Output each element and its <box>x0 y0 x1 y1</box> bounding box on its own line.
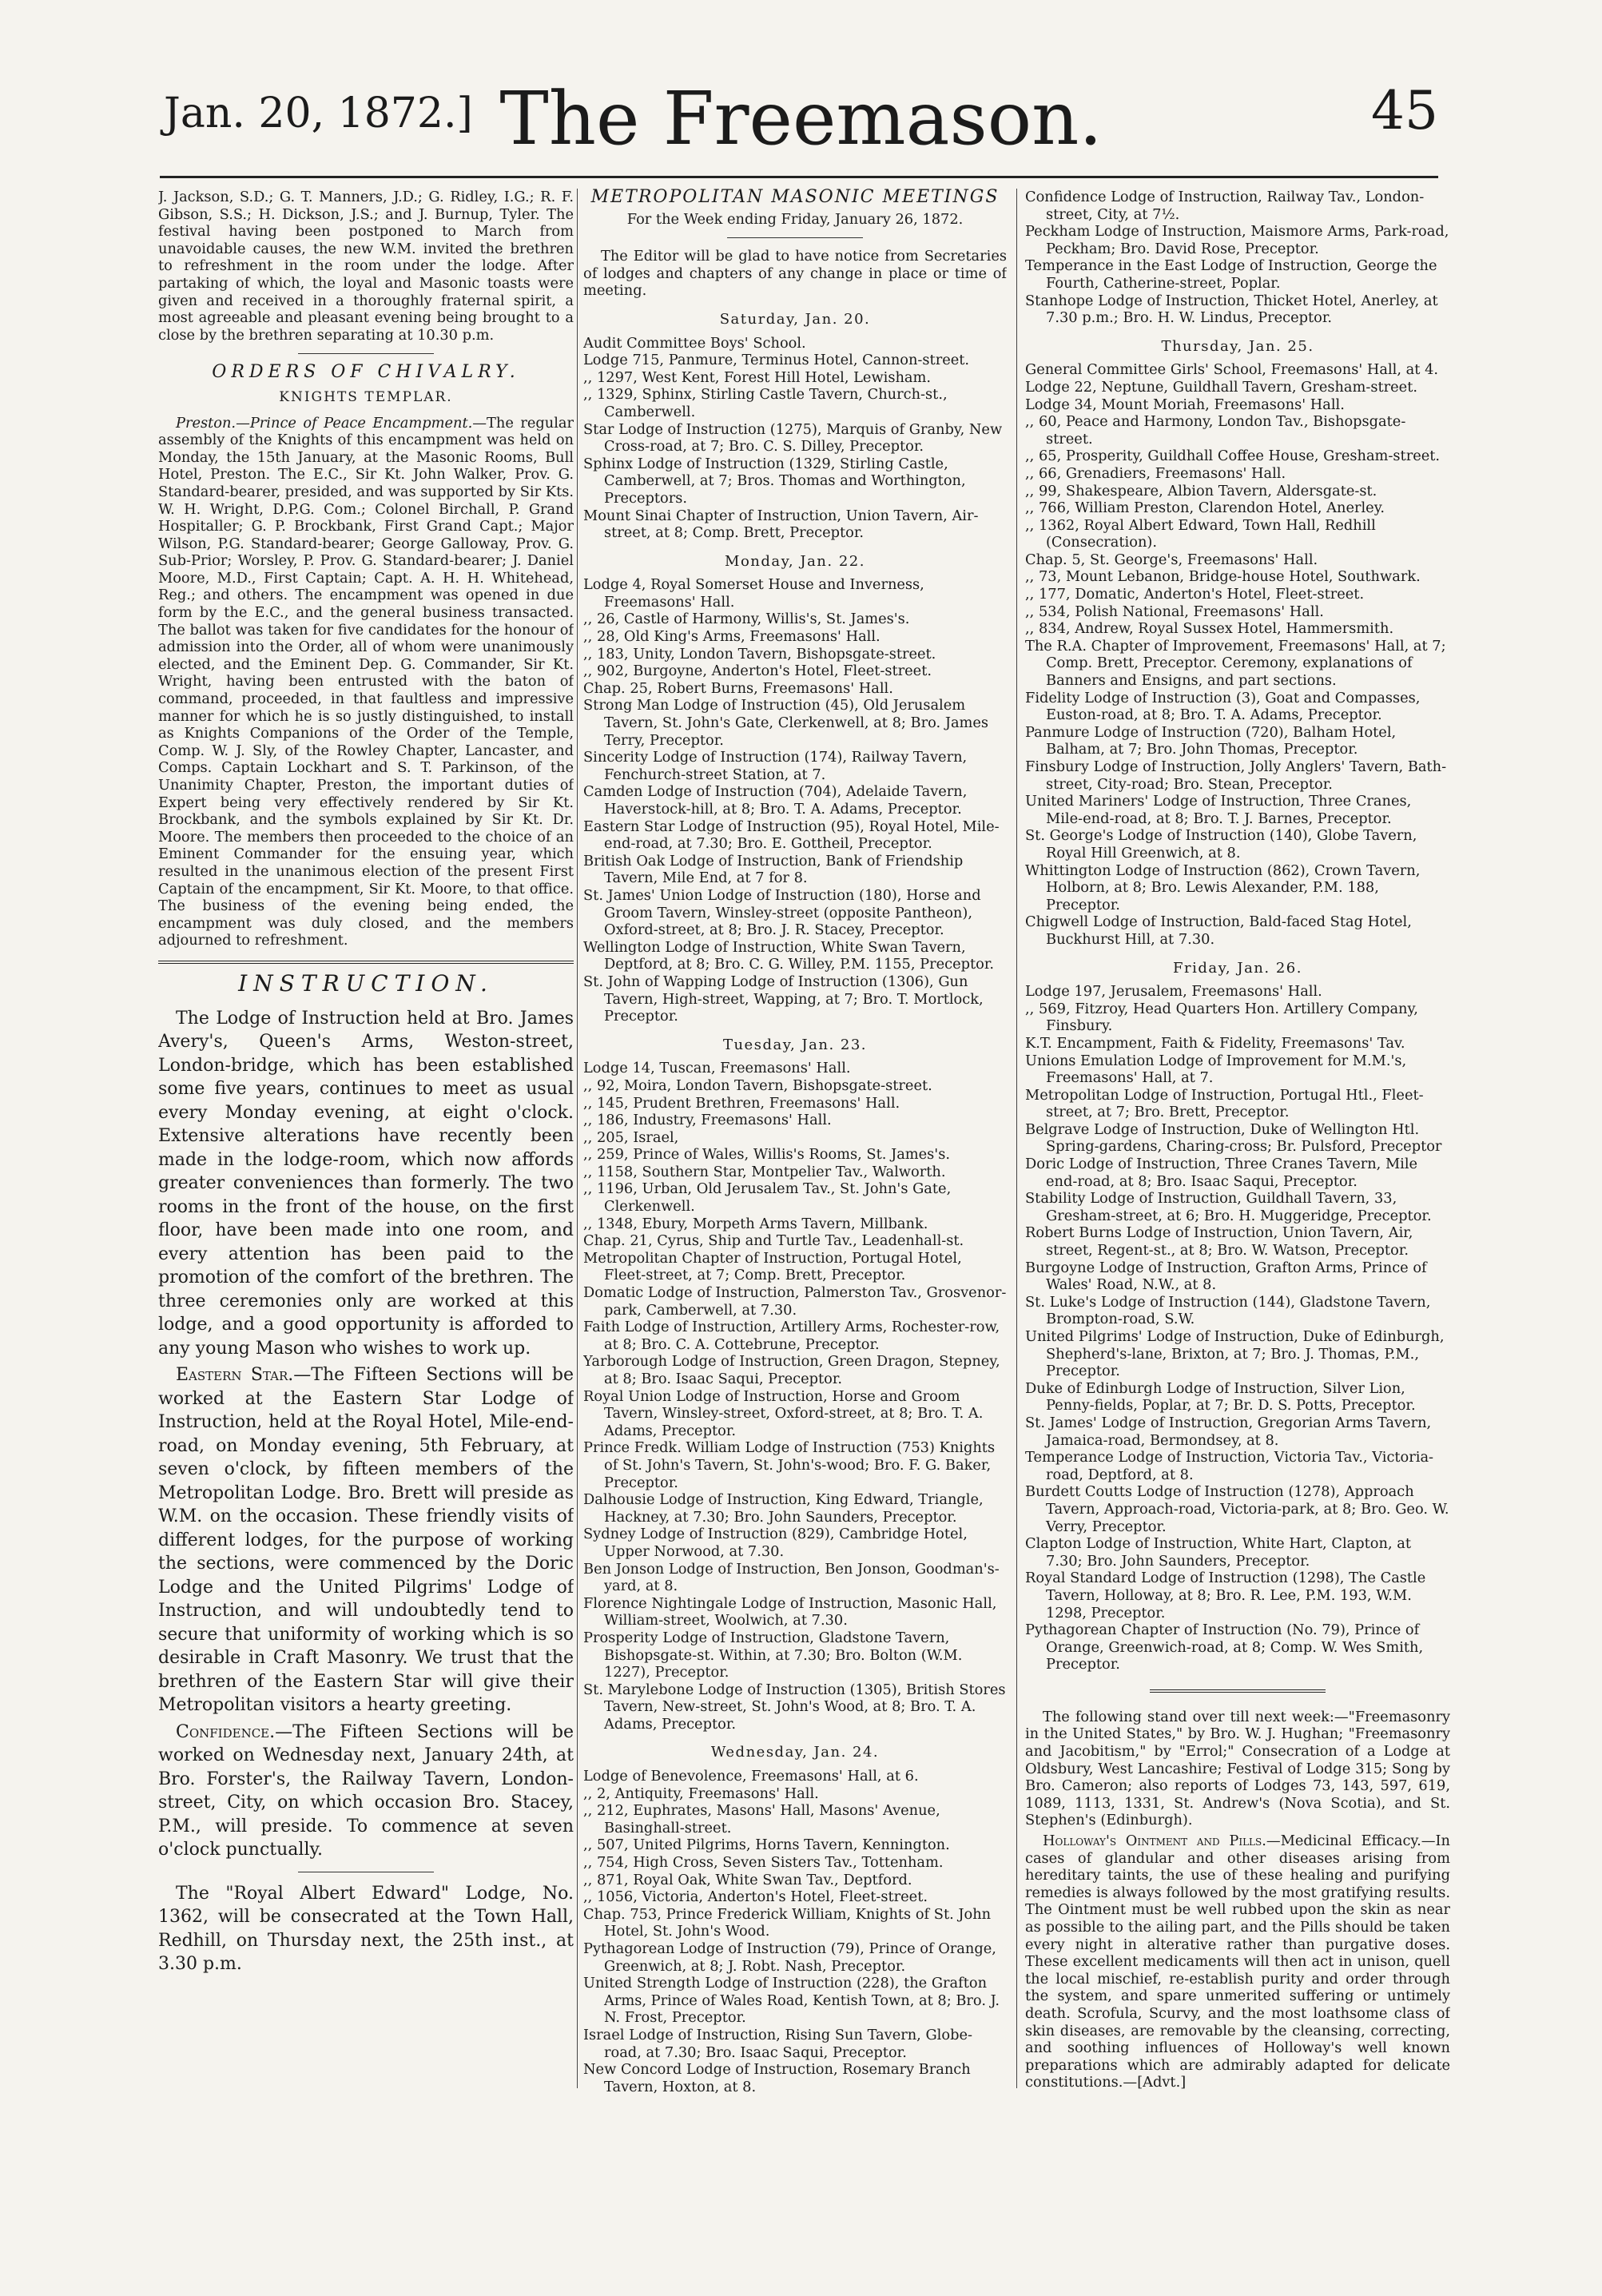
meeting-entry: Finsbury Lodge of Instruction, Jolly Anglers' Tavern, Bath-street, City-road; Bro. Stean, Preceptor. <box>1025 758 1447 793</box>
article-eastern-star <box>158 1363 574 1717</box>
meeting-entry: ,, 507, United Pilgrims, Horns Tavern, Kennington. <box>583 1836 950 1854</box>
meeting-entry: General Committee Girls' School, Freemasons' Hall, at 4. <box>1025 361 1439 379</box>
masthead-rule <box>160 176 1438 178</box>
article-royal-albert-edward: The "Royal Albert Edward" Lodge, No. 1362, will be consecrated at the Town Hall, Redhill, on Thursday next, the 25th inst., at 3.30 p.m. <box>158 1883 574 1975</box>
meeting-entry: Metropolitan Lodge of Instruction, Portugal Htl., Fleet-street, at 7; Bro. Brett, Preceptor. <box>1025 1086 1424 1121</box>
meeting-entry: Royal Standard Lodge of Instruction (1298), The Castle Tavern, Holloway, at 8; Bro. R. Lee, P.M. 193, W.M. 1298, Preceptor. <box>1025 1570 1426 1622</box>
article-lead: Confidence. <box>176 1721 276 1742</box>
meeting-entry: Ben Jonson Lodge of Instruction, Ben Jonson, Goodman's-yard, at 8. <box>583 1560 1000 1595</box>
meeting-entry: Temperance in the East Lodge of Instruction, George the Fourth, Catherine-street, Poplar. <box>1025 257 1437 292</box>
meeting-entry: Metropolitan Chapter of Instruction, Portugal Hotel, Fleet-street, at 7; Comp. Brett, Preceptor. <box>583 1249 962 1284</box>
meeting-entry: Lodge of Benevolence, Freemasons' Hall, at 6. <box>583 1768 919 1785</box>
section-rule <box>1150 1689 1326 1693</box>
meeting-entry: Sphinx Lodge of Instruction (1329, Stirling Castle, Camberwell, at 7; Bros. Thomas and Worthington, Preceptors. <box>583 455 966 507</box>
meeting-entry: Chap. 5, St. George's, Freemasons' Hall. <box>1025 551 1318 568</box>
list-saturday <box>583 335 1007 542</box>
meeting-entry: ,, 1158, Southern Star, Montpelier Tav., Walworth. <box>583 1163 946 1180</box>
meeting-entry: Chap. 25, Robert Burns, Freemasons' Hall. <box>583 679 893 697</box>
meeting-entry: Lodge 197, Jerusalem, Freemasons' Hall. <box>1025 983 1322 1001</box>
meeting-entry: Israel Lodge of Instruction, Rising Sun Tavern, Globe-road, at 7.30; Bro. Isaac Saqui, Preceptor. <box>583 2026 972 2061</box>
meeting-entry: ,, 871, Royal Oak, White Swan Tav., Deptford. <box>583 1871 912 1888</box>
meeting-entry: British Oak Lodge of Instruction, Bank of Friendship Tavern, Mile End, at 7 for 8. <box>583 852 964 887</box>
meeting-entry: Lodge 715, Panmure, Terminus Hotel, Cannon-street. <box>583 352 970 369</box>
meeting-entry: New Concord Lodge of Instruction, Rosemary Branch Tavern, Hoxton, at 8. <box>583 2061 971 2095</box>
meeting-entry: ,, 1329, Sphinx, Stirling Castle Tavern, Church-st., Camberwell. <box>583 386 948 420</box>
meeting-entry: ,, 766, William Preston, Clarendon Hotel, Anerley. <box>1025 499 1385 517</box>
meeting-entry: Chap. 21, Cyrus, Ship and Turtle Tav., Leadenhall-st. <box>583 1232 964 1250</box>
day-heading-friday: Friday, Jan. 26. <box>1173 959 1302 977</box>
meeting-entry: Royal Union Lodge of Instruction, Horse and Groom Tavern, Winsley-street, Oxford-street, at 8; Bro. T. A. Adams, Preceptor. <box>583 1387 984 1439</box>
meeting-entry: ,, 186, Industry, Freemasons' Hall. <box>583 1112 832 1129</box>
week-line: For the Week ending Friday, January 26, 1872. <box>626 210 964 228</box>
meeting-entry: United Mariners' Lodge of Instruction, Three Cranes, Mile-end-road, at 8; Bro. T. J. Barnes, Preceptor. <box>1025 793 1412 827</box>
meeting-entry: Pythagorean Lodge of Instruction (79), Prince of Orange, Greenwich, at 8; J. Robt. Nash, Preceptor. <box>583 1940 996 1975</box>
meeting-entry: Sincerity Lodge of Instruction (174), Railway Tavern, Fenchurch-street Station, at 7. <box>583 749 968 783</box>
meeting-entry: Robert Burns Lodge of Instruction, Union Tavern, Air, street, Regent-st., at 8; Bro. W. Watson, Preceptor. <box>1025 1224 1413 1259</box>
meeting-entry: ,, 73, Mount Lebanon, Bridge-house Hotel, Southwark. <box>1025 568 1421 586</box>
meeting-entry: Lodge 22, Neptune, Guildhall Tavern, Gresham-street. <box>1025 378 1418 396</box>
meeting-entry: ,, 259, Prince of Wales, Willis's Rooms, St. James's. <box>583 1146 950 1164</box>
meeting-entry: Domatic Lodge of Instruction, Palmerston Tav., Grosvenor-park, Camberwell, at 7.30. <box>583 1284 1007 1319</box>
meeting-entry: Pythagorean Chapter of Instruction (No. 79), Prince of Orange, Greenwich-road, at 8; Comp. W. Wes Smith, Preceptor. <box>1025 1622 1424 1673</box>
meeting-entry: Prince Fredk. William Lodge of Instruction (753) Knights of St. John's Tavern, St. John's-wood; Bro. F. G. Baker, Preceptor. <box>583 1439 996 1491</box>
meeting-entry: Temperance Lodge of Instruction, Victoria Tav., Victoria-road, Deptford, at 8. <box>1025 1449 1434 1483</box>
subheading-knights-templar: KNIGHTS TEMPLAR. <box>279 388 453 405</box>
list-thursday <box>1025 361 1450 948</box>
meeting-entry: Chap. 753, Prince Frederick William, Knights of St. John Hotel, St. John's Wood. <box>583 1905 992 1940</box>
section-rule <box>158 961 574 964</box>
meeting-entry: St. Luke's Lodge of Instruction (144), Gladstone Tavern, Brompton-road, S.W. <box>1025 1293 1431 1328</box>
meeting-entry: ,, 569, Fitzroy, Head Quarters Hon. Artillery Company, Finsbury. <box>1025 1000 1418 1035</box>
meeting-entry: Unions Emulation Lodge of Improvement for M.M.'s, Freemasons' Hall, at 7. <box>1025 1052 1407 1087</box>
meeting-entry: United Pilgrims' Lodge of Instruction, Duke of Edinburgh, Shepherd's-lane, Brixton, at 7; Bro. J. Thomas, P.M., Preceptor. <box>1025 1328 1445 1380</box>
meeting-entry: ,, 1348, Ebury, Morpeth Arms Tavern, Millbank. <box>583 1215 928 1232</box>
meeting-entry: Panmure Lodge of Instruction (720), Balham Hotel, Balham, at 7; Bro. John Thomas, Preceptor. <box>1025 723 1397 758</box>
meeting-entry: ,, 1362, Royal Albert Edward, Town Hall, Redhill (Consecration). <box>1025 516 1376 551</box>
meeting-entry: ,, 177, Domatic, Anderton's Hotel, Fleet-street. <box>1025 586 1365 603</box>
meeting-entry: ,, 754, High Cross, Seven Sisters Tav., Tottenham. <box>583 1854 944 1872</box>
column-middle <box>583 189 1007 2176</box>
list-wednesday <box>583 1768 1007 2095</box>
meeting-entry: ,, 66, Grenadiers, Freemasons' Hall. <box>1025 464 1286 482</box>
editor-note: The Editor will be glad to have notice from Secretaries of lodges and chapters of any change in place or time of meeting. <box>583 248 1007 300</box>
meeting-entry: ,, 65, Prosperity, Guildhall Coffee House, Gresham-street. <box>1025 448 1441 465</box>
column-divider <box>1016 189 1017 2088</box>
article-preston <box>158 415 574 949</box>
meeting-entry: Fidelity Lodge of Instruction (3), Goat and Compasses, Euston-road, at 8; Bro. T. A. Adams, Preceptor. <box>1025 689 1421 724</box>
column-right <box>1025 189 1450 2176</box>
day-heading-saturday: Saturday, Jan. 20. <box>719 310 871 328</box>
meeting-entry: Belgrave Lodge of Instruction, Duke of Wellington Htl. Spring-gardens, Charing-cross; Br. Pulsford, Preceptor <box>1025 1120 1442 1156</box>
meeting-entry: Strong Man Lodge of Instruction (45), Old Jerusalem Tavern, St. John's Gate, Clerkenwell, at 8; Bro. James Terry, Preceptor. <box>583 697 989 749</box>
meeting-entry: Lodge 14, Tuscan, Freemasons' Hall. <box>583 1060 851 1077</box>
list-friday <box>1025 983 1450 1673</box>
article-confidence <box>158 1721 574 1862</box>
newspaper-title: The Freemason. <box>499 76 1103 161</box>
article-lead: Preston.—Prince of Peace Encampment.— <box>176 414 487 432</box>
meeting-entry: ,, 145, Prudent Brethren, Freemasons' Hall. <box>583 1094 900 1112</box>
meeting-entry: St. John of Wapping Lodge of Instruction (1306), Gun Tavern, High-street, Wapping, at 7; Bro. T. Mortlock, Preceptor. <box>583 973 984 1025</box>
meeting-entry: ,, 534, Polish National, Freemasons' Hall. <box>1025 603 1324 620</box>
article-body: —Medicinal Efficacy.—In cases of glandular and other diseases arising from hereditary taints, the use of these healing and purifying remedies is always followed by the most gratifying results. The Ointment must be well rubbed upon the skin as near as possible to the ailing part, and the Pills should be taken every night in alterative rather than purgative doses. These excellent medicaments will then act in unison, quell the local mischief, re-establish purity and order through the system, and spare unmerited suffering or untimely death. Scrofula, Scurvy, and the most loathsome class of skin diseases, are removable by the cleansing, correcting, and soothing influences of Holloway's well known preparations which are admirably adapted for delicate constitutions.—[Advt.] <box>1025 1832 1450 2091</box>
meeting-entry: Eastern Star Lodge of Instruction (95), Royal Hotel, Mile-end-road, at 7.30; Bro. E. Gottheil, Preceptor. <box>583 818 1000 853</box>
column-left <box>158 189 574 2176</box>
meeting-entry: Duke of Edinburgh Lodge of Instruction, Silver Lion, Penny-fields, Poplar, at 7; Br. D. S. Potts, Preceptor. <box>1025 1379 1416 1415</box>
meeting-entry: ,, 28, Old King's Arms, Freemasons' Hall. <box>583 628 881 646</box>
meeting-entry: Peckham Lodge of Instruction, Maismore Arms, Park-road, Peckham; Bro. David Rose, Preceptor. <box>1025 223 1449 257</box>
meeting-entry: ,, 834, Andrew, Royal Sussex Hotel, Hammersmith. <box>1025 620 1394 638</box>
meeting-entry: ,, 60, Peace and Harmony, London Tav., Bishopsgate-street. <box>1025 413 1406 448</box>
meeting-entry: Whittington Lodge of Instruction (862), Crown Tavern, Holborn, at 8; Bro. Lewis Alexander, P.M. 188, Preceptor. <box>1025 861 1421 913</box>
section-rule <box>298 353 434 354</box>
meeting-entry: United Strength Lodge of Instruction (228), the Grafton Arms, Prince of Wales Road, Kentish Town, at 8; Bro. J. N. Frost, Preceptor. <box>583 1975 1000 2027</box>
meeting-entry: St. James' Lodge of Instruction, Gregorian Arms Tavern, Jamaica-road, Bermondsey, at 8. <box>1025 1414 1432 1449</box>
meeting-entry: ,, 99, Shakespeare, Albion Tavern, Aldersgate-st. <box>1025 482 1377 499</box>
meeting-entry: Stability Lodge of Instruction, Guildhall Tavern, 33, Gresham-street, at 6; Bro. H. Muggeridge, Preceptor. <box>1025 1190 1432 1224</box>
day-heading-wednesday: Wednesday, Jan. 24. <box>710 1744 880 1761</box>
meeting-entry: St. Marylebone Lodge of Instruction (1305), British Stores Tavern, New-street, St. John's Wood, at 8; Bro. T. A. Adams, Preceptor. <box>583 1681 1006 1733</box>
column-divider <box>577 189 578 2088</box>
day-heading-tuesday: Tuesday, Jan. 23. <box>722 1036 868 1053</box>
meeting-entry: Clapton Lodge of Instruction, White Hart, Clapton, at 7.30; Bro. John Saunders, Preceptor. <box>1025 1535 1411 1570</box>
section-heading-instruction: INSTRUCTION. <box>238 969 494 997</box>
masthead <box>0 0 1602 168</box>
meeting-entry: St. George's Lodge of Instruction (140), Globe Tavern, Royal Hill Greenwich, at 8. <box>1025 827 1417 861</box>
meeting-entry: Audit Committee Boys' School. <box>583 334 806 352</box>
meeting-entry: Doric Lodge of Instruction, Three Cranes Tavern, Mile end-road, at 8; Bro. Isaac Saqui, Preceptor. <box>1025 1156 1418 1190</box>
meeting-entry: Prosperity Lodge of Instruction, Gladstone Tavern, Bishopsgate-st. Within, at 7.30; Bro. Bolton (W.M. 1227), Preceptor. <box>583 1629 963 1681</box>
page-number: 45 <box>1371 80 1438 141</box>
meeting-entry: Burgoyne Lodge of Instruction, Grafton Arms, Prince of Wales' Road, N.W., at 8. <box>1025 1259 1427 1294</box>
meeting-entry: Burdett Coutts Lodge of Instruction (1278), Approach Tavern, Approach-road, Victoria-park, at 8; Bro. Geo. W. Verry, Preceptor. <box>1025 1483 1449 1535</box>
meeting-entry: ,, 212, Euphrates, Masons' Hall, Masons' Avenue, Basinghall-street. <box>583 1802 940 1836</box>
meeting-entry: Yarborough Lodge of Instruction, Green Dragon, Stepney, at 8; Bro. Isaac Saqui, Preceptor. <box>583 1353 1000 1387</box>
section-rule <box>727 237 863 238</box>
meeting-entry: Florence Nightingale Lodge of Instruction, Masonic Hall, William-street, Woolwich, at 7.30. <box>583 1594 997 1629</box>
meeting-entry: Chigwell Lodge of Instruction, Bald-faced Stag Hotel, Buckhurst Hill, at 7.30. <box>1025 913 1412 948</box>
meeting-entry: Wellington Lodge of Instruction, White Swan Tavern, Deptford, at 8; Bro. C. G. Willey, P.M. 1155, Preceptor. <box>583 938 995 973</box>
section-heading-orders-of-chivalry: ORDERS OF CHIVALRY. <box>212 362 520 383</box>
article-body: —The Fifteen Sections will be worked on Wednesday next, January 24th, at Bro. Forster's, the Railway Tavern, London-street, City, on which occasion Bro. Stacey, P.M., will preside. To commence at seven o'clock punctually. <box>158 1721 574 1860</box>
meeting-entry: ,, 205, Israel, <box>583 1128 679 1146</box>
meeting-entry: Confidence Lodge of Instruction, Railway Tav., London-street, City, at 7½. <box>1025 189 1425 223</box>
meeting-entry: Lodge 34, Mount Moriah, Freemasons' Hall. <box>1025 396 1345 413</box>
day-heading-monday: Monday, Jan. 22. <box>725 552 865 570</box>
meeting-entry: Stanhope Lodge of Instruction, Thicket Hotel, Anerley, at 7.30 p.m.; Bro. H. W. Lindus, Preceptor. <box>1025 292 1438 327</box>
meeting-entry: Star Lodge of Instruction (1275), Marquis of Granby, New Cross-road, at 7; Bro. C. S. Dilley, Preceptor. <box>583 420 1003 456</box>
meeting-entry: Camden Lodge of Instruction (704), Adelaide Tavern, Haverstock-hill, at 8; Bro. T. A. Adams, Preceptor. <box>583 783 968 818</box>
meeting-entry: Faith Lodge of Instruction, Artillery Arms, Rochester-row, at 8; Bro. C. A. Cottebrune, Preceptor. <box>583 1319 1000 1353</box>
meeting-entry: ,, 26, Castle of Harmony, Willis's, St. James's. <box>583 611 910 628</box>
meeting-entry: ,, 902, Burgoyne, Anderton's Hotel, Fleet-street. <box>583 663 932 680</box>
list-wednesday-continued <box>1025 189 1450 327</box>
notice-following: The following stand over till next week:—"Freemasonry in the United States," by Bro. W. J. Hughan; "Freemasonry and Jacobitism," by "Errol;" Consecration of a Lodge at Oldsbury, West Lancashire; Festival of Lodge 315; Song by Bro. Cameron; also reports of Lodges 73, 143, 597, 619, 1089, 1113, 1331, St. Andrew's (Nova Scotia), and St. Stephen's (Edinburgh). <box>1025 1708 1450 1829</box>
meeting-entry: Dalhousie Lodge of Instruction, King Edward, Triangle, Hackney, at 7.30; Bro. John Saunders, Preceptor. <box>583 1491 984 1526</box>
meeting-entry: ,, 2, Antiquity, Freemasons' Hall. <box>583 1785 819 1802</box>
article-instruction: The Lodge of Instruction held at Bro. James Avery's, Queen's Arms, Weston-street, London-bridge, which has been established some five years, continues to meet as usual every Monday evening, at eight o'clock. Extensive alterations have recently been made in the lodge-room, which now affords greater conveniences than formerly. The two rooms in the front of the house, on the first floor, have been made into one room, and every attention has been paid to the promotion of the comfort of the brethren. The three ceremonies only are worked at this lodge, and a good opportunity is afforded to any young Mason who wishes to work up. <box>158 1008 574 1359</box>
list-tuesday <box>583 1060 1007 1733</box>
article-body: The regular assembly of the Knights of this encampment was held on Monday, the 15th January, at the Masonic Rooms, Bull Hotel, Preston. The E.C., Sir Kt. John Walker, Prov. G. Standard-bearer, presided, and was supported by Sir Kts. W. H. Wright, D.P.G. Com.; Colonel Birchall, P. Grand Hospitaller; G. P. Brockbank, First Grand Capt.; Major Wilson, P.G. Standard-bearer; George Galloway, Prov. G. Sub-Prior; Worsley, P. Prov. G. Standard-bearer; J. Daniel Moore, M.D., First Captain; Capt. A. H. H. Whitehead, Reg.; and others. The encampment was opened in due form by the E.C., and the general business transacted. The ballot was taken for five candidates for the honour of admission into the Order, all of whom were unanimously elected, and the Eminent Dep. G. Commander, Sir Kt. Wright, having been entrusted with the baton of command, proceeded, in that faultless and impressive manner for which he is so justly distinguished, to install as Knights Companions of the Order of the Temple, Comp. W. J. Sly, of the Rowley Chapter, Lancaster, and Comps. Captain Lockhart and S. T. Parkinson, of the Unanimity Chapter, Preston, the important duties of Expert being very effectively rendered by Sir Kt. Brockbank, and the symbols explained by Sir Kt. Dr. Moore. The members then proceeded to the choice of an Eminent Commander for the ensuing year, which resulted in the unanimous election of the present First Captain of the encampment, Sir Kt. Moore, to that office. The business of the evening being ended, the encampment was duly closed, and the members adjourned to refreshment. <box>158 414 574 949</box>
article-body: —The Fifteen Sections will be worked at the Eastern Star Lodge of Instruction, held at the Royal Hotel, Mile-end-road, on Monday evening, 5th February, at seven o'clock, by fifteen members of the Metropolitan Lodge. Bro. Brett will preside as W.M. on the occasion. These friendly visits of different lodges, for the purpose of working the sections, were commenced by the Doric Lodge and the United Pilgrims' Lodge of Instruction, and will undoubtedly tend to secure that uniformity of working which is so desirable in Craft Masonry. We trust that the brethren of the Eastern Star will give their Metropolitan visitors a hearty greeting. <box>158 1365 574 1716</box>
meeting-entry: ,, 1196, Urban, Old Jerusalem Tav., St. John's Gate, Clerkenwell. <box>583 1180 952 1216</box>
meeting-entry: K.T. Encampment, Faith & Fidelity, Freemasons' Tav. <box>1025 1034 1405 1052</box>
article-lead: Holloway's Ointment and Pills. <box>1043 1832 1266 1850</box>
meeting-entry: The R.A. Chapter of Improvement, Freemasons' Hall, at 7; Comp. Brett, Preceptor. Ceremony, explanations of Banners and Ensigns, and part sections. <box>1025 637 1446 690</box>
meeting-entry: Lodge 4, Royal Somerset House and Inverness, Freemasons' Hall. <box>583 576 924 611</box>
issue-date: Jan. 20, 1872.] <box>164 90 473 137</box>
list-monday <box>583 576 1007 1025</box>
meeting-entry: ,, 183, Unity, London Tavern, Bishopsgate-street. <box>583 645 936 663</box>
section-heading-metropolitan-meetings: METROPOLITAN MASONIC MEETINGS <box>590 189 1000 207</box>
meeting-entry: Mount Sinai Chapter of Instruction, Union Tavern, Air-street, at 8; Comp. Brett, Preceptor. <box>583 507 979 542</box>
meeting-entry: Sydney Lodge of Instruction (829), Cambridge Hotel, Upper Norwood, at 7.30. <box>583 1526 968 1560</box>
advert-holloway <box>1025 1832 1450 2091</box>
article-continuation: J. Jackson, S.D.; G. T. Manners, J.D.; G. Ridley, I.G.; R. F. Gibson, S.S.; H. Dickson, J.S.; and J. Burnup, Tyler. The festival having been postponed to March from unavoidable causes, the new W.M. invited the brethren to refreshment in the room under the lodge. After partaking of which, the loyal and Masonic toasts were given and received in a thoroughly fraternal spirit, a most agreeable and pleasant evening being brought to a close by the brethren separating at 10.30 p.m. <box>158 189 574 344</box>
article-lead: Eastern Star. <box>176 1365 294 1386</box>
meeting-entry: ,, 1297, West Kent, Forest Hill Hotel, Lewisham. <box>583 368 932 386</box>
day-heading-thursday: Thursday, Jan. 25. <box>1161 337 1314 355</box>
meeting-entry: St. James' Union Lodge of Instruction (180), Horse and Groom Tavern, Winsley-street (opposite Pantheon), Oxford-street, at 8; Bro. J. R. Stacey, Preceptor. <box>583 886 981 939</box>
meeting-entry: ,, 92, Moira, London Tavern, Bishopsgate-street. <box>583 1076 932 1094</box>
meeting-entry: ,, 1056, Victoria, Anderton's Hotel, Fleet-street. <box>583 1888 928 1906</box>
